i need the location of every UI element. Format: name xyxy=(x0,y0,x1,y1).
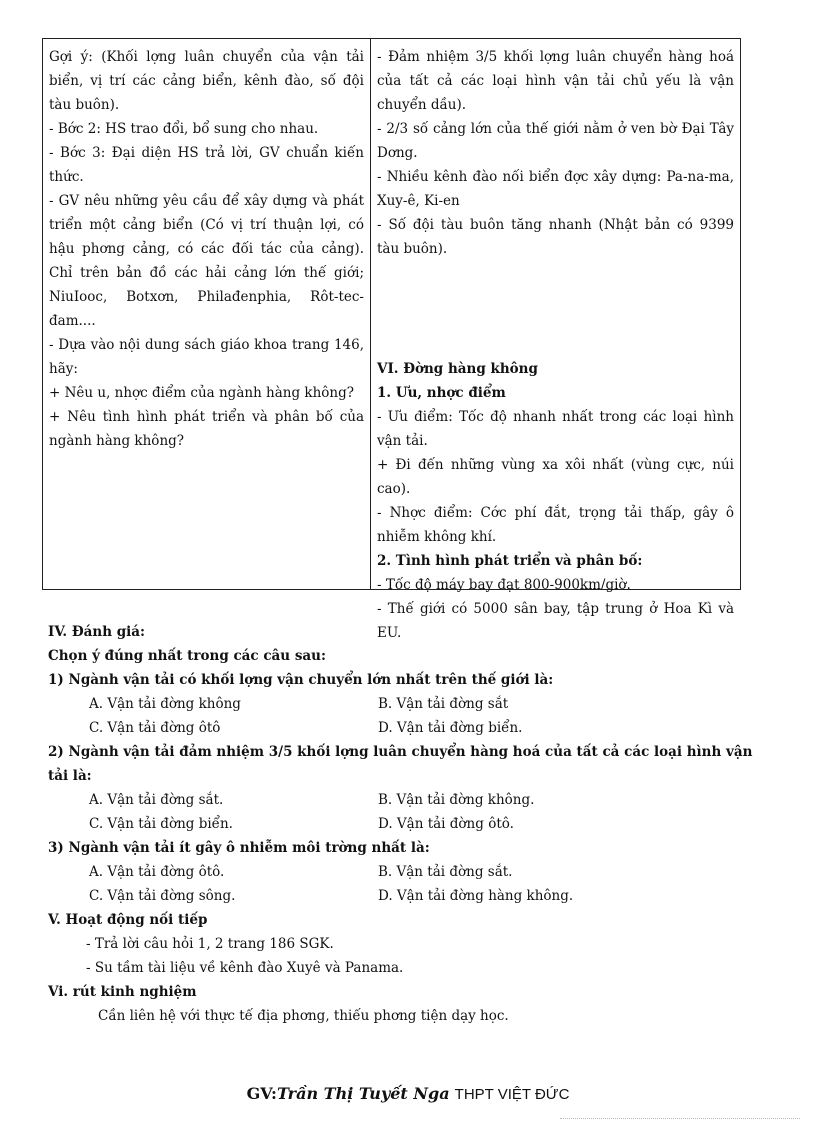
experience-text: Cần liên hệ với thực tế địa phơng, thiếu phơng tiện dạy học. xyxy=(98,1008,509,1024)
followup-item: - Su tầm tài liệu về kênh đào Xuyê và Panama. xyxy=(86,960,404,976)
left-paragraph: - Bớc 2: HS trao đổi, bổ sung cho nhau. xyxy=(49,121,319,137)
answer-row xyxy=(89,788,768,812)
answer-option: A. Vận tải đờng ôtô. xyxy=(89,864,225,880)
answer-option: D. Vận tải đờng hàng không. xyxy=(378,888,574,904)
followup-item: - Trả lời câu hỏi 1, 2 trang 186 SGK. xyxy=(86,936,334,952)
left-paragraph: + Nêu u, nhợc điểm của ngành hàng không? xyxy=(49,385,355,401)
answer-option: A. Vận tải đờng sắt. xyxy=(89,792,224,808)
answer-option: B. Vận tải đờng sắt. xyxy=(378,864,513,880)
answer-option: B. Vận tải đờng sắt xyxy=(378,696,509,712)
answer-option: C. Vận tải đờng sông. xyxy=(89,888,236,904)
question: 1) Ngành vận tải có khối lợng vận chuyển lớn nhất trên thế giới là: xyxy=(48,672,554,688)
left-paragraph: + Nêu tình hình phát triển và phân bố của ngành hàng không? xyxy=(49,409,364,449)
subsection-title: 1. Ưu, nhợc điểm xyxy=(377,385,506,401)
answer-option: A. Vận tải đờng không xyxy=(89,696,241,712)
answer-option: B. Vận tải đờng không. xyxy=(378,792,535,808)
question: 3) Ngành vận tải ít gây ô nhiễm môi trờng nhất là: xyxy=(48,840,430,856)
content-column xyxy=(371,39,740,641)
right-paragraph: - Số đội tàu buôn tăng nhanh (Nhật bản có 9399 tàu buôn). xyxy=(377,217,734,257)
footer-dotted-line xyxy=(560,1118,800,1119)
right-paragraph: - Đảm nhiệm 3/5 khối lợng luân chuyển hàng hoá của tất cả các loại hình vận tải chủ yếu là vận chuyển dầu). xyxy=(377,49,734,113)
right-paragraph: + Đi đến những vùng xa xôi nhất (vùng cực, núi cao). xyxy=(377,457,734,497)
right-paragraph: - Nhiều kênh đào nối biển đợc xây dựng: Pa-na-ma, Xuy-ê, Ki-en xyxy=(377,169,734,209)
right-paragraph: - Nhợc điểm: Cớc phí đắt, trọng tải thấp, gây ô nhiễm không khí. xyxy=(377,505,734,545)
answer-row xyxy=(89,692,768,716)
answer-row xyxy=(89,716,768,740)
followup-title: V. Hoạt động nối tiếp xyxy=(48,912,208,928)
answer-option: D. Vận tải đờng biển. xyxy=(378,720,523,736)
right-paragraph: - Ưu điểm: Tốc độ nhanh nhất trong các loại hình vận tải. xyxy=(377,409,734,449)
assessment-title: IV. Đánh giá: xyxy=(48,624,146,640)
experience-title: Vi. rút kinh nghiệm xyxy=(48,984,197,1000)
answer-row xyxy=(89,812,768,836)
left-paragraph: - Bớc 3: Đại diện HS trả lời, GV chuẩn kiến thức. xyxy=(49,145,364,185)
page-footer xyxy=(0,1084,816,1103)
right-paragraph: - 2/3 số cảng lớn của thế giới nằm ở ven bờ Đại Tây Dơng. xyxy=(377,121,734,161)
right-paragraph: - Tốc độ máy bay đạt 800-900km/giờ. xyxy=(377,577,631,593)
left-paragraph: - Dựa vào nội dung sách giáo khoa trang 146, hãy: xyxy=(49,337,364,377)
teacher-activity-column xyxy=(43,39,371,589)
answer-option: D. Vận tải đờng ôtô. xyxy=(378,816,514,832)
answer-option: C. Vận tải đờng ôtô xyxy=(89,720,221,736)
left-paragraph: - GV nêu những yêu cầu để xây dựng và phát triển một cảng biển (Có vị trí thuận lợi, có hậu phơng cảng, có các đối tác của cảng). Chỉ trên bản đồ các hải cảng lớn thế giới; NiuIooc, Botxơn, Philađenphia, Rôt-tec-đam.... xyxy=(49,193,364,329)
section-title: VI. Đờng hàng không xyxy=(377,361,538,377)
teacher-label: GV: xyxy=(246,1084,277,1103)
assessment-section xyxy=(48,620,768,1028)
assessment-instruction: Chọn ý đúng nhất trong các câu sau: xyxy=(48,648,326,664)
spacer xyxy=(377,261,734,357)
right-paragraph: - Thế giới có 5000 sân bay, tập trung ở Hoa Kì và EU. xyxy=(377,601,734,641)
answer-row xyxy=(89,860,768,884)
school-name: THPT VIỆT ĐỨC xyxy=(454,1086,570,1103)
teacher-name: Trần Thị Tuyết Nga xyxy=(276,1084,450,1103)
question: 2) Ngành vận tải đảm nhiệm 3/5 khối lợng luân chuyển hàng hoá của tất cả các loại hình vận tải là: xyxy=(48,744,753,784)
answer-row xyxy=(89,884,768,908)
subsection-title: 2. Tình hình phát triển và phân bố: xyxy=(377,553,643,569)
left-paragraph: Gợi ý: (Khối lợng luân chuyển của vận tải biển, vị trí các cảng biển, kênh đào, số đội tàu buôn). xyxy=(49,49,364,113)
answer-option: C. Vận tải đờng biển. xyxy=(89,816,233,832)
